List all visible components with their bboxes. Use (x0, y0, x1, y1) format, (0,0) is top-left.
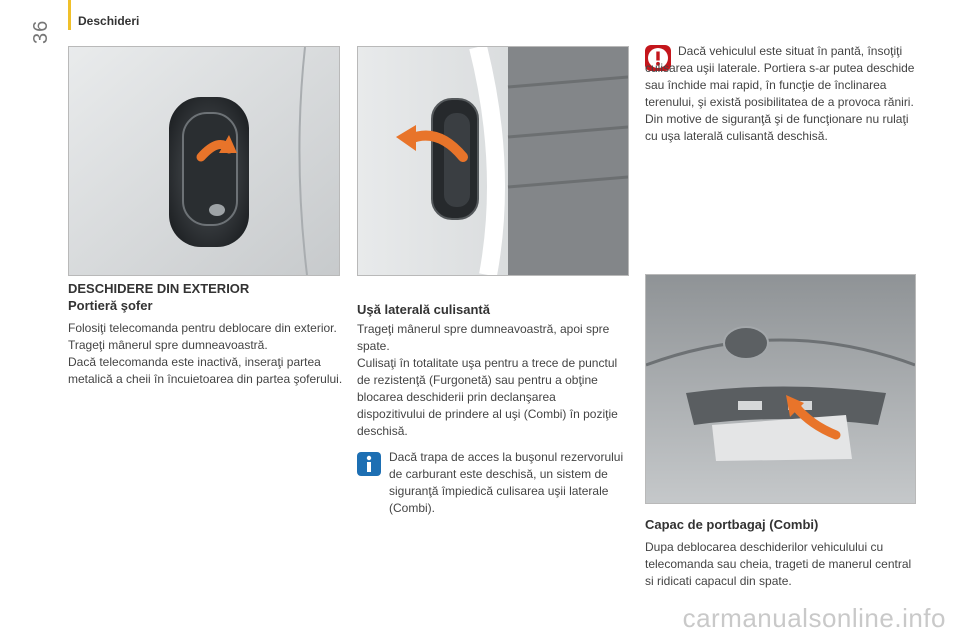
section-exterior-title: DESCHIDERE DIN EXTERIOR (68, 281, 250, 296)
paragraph: Dacă vehiculul este situat în pantă, însoţiţi culisarea uşii laterale. Portiera s-ar putea deschide sau închide mai rapid, în funcţie de înclinarea terenului, şi există posibilitatea de a provoca răniri. (645, 44, 915, 109)
info-icon (357, 452, 381, 476)
paragraph: Dupa deblocarea deschiderilor vehiculului cu telecomanda sau cheia, trageti de manerul central si ridicati capacul din spate. (645, 540, 912, 588)
paragraph: Folosiţi telecomanda pentru deblocare din exterior. (68, 321, 337, 335)
paragraph: Trageţi mânerul spre dumneavoastră, apoi spre spate. (357, 322, 610, 353)
driver-door-handle-photo (68, 46, 340, 276)
section-sliding-door-body (357, 321, 627, 440)
sliding-door-handle-photo (357, 46, 629, 276)
trunk-handle-photo (645, 274, 916, 504)
paragraph: Dacă telecomanda este inactivă, inseraţi partea metalică a cheii în încuietoarea din partea şoferului. (68, 355, 343, 386)
info-note: Dacă trapa de acces la buşonul rezervorului de carburant este deschisă, un sistem de siguranţă împiedică culisarea uşii laterale (Combi). (389, 450, 624, 515)
section-exterior-body (68, 320, 343, 388)
paragraph: Trageţi mânerul spre dumneavoastră. (68, 338, 268, 352)
header-accent-bar (68, 0, 71, 30)
watermark: carmanualsonline.info (682, 603, 946, 633)
section-header-title: Deschideri (78, 14, 140, 28)
paragraph: Culisaţi în totalitate uşa pentru a trece de punctul de rezistenţă (Furgonetă) sau pentru a obţine blocarea deschiderii prin declanşarea dispozitivului de prindere al uşi (Combi) în poziţie deschisă. (357, 356, 618, 438)
section-sliding-door-title: Uşă laterală culisantă (357, 302, 490, 317)
page-number: 36 (30, 19, 52, 44)
section-exterior-subtitle: Portieră şofer (68, 298, 153, 313)
warning-note (645, 43, 915, 145)
paragraph: Din motive de siguranţă şi de funcţionare nu rulaţi cu uşa laterală culisantă deschisă. (645, 112, 909, 143)
section-trunk-body (645, 539, 917, 590)
section-trunk-title: Capac de portbagaj (Combi) (645, 517, 819, 532)
